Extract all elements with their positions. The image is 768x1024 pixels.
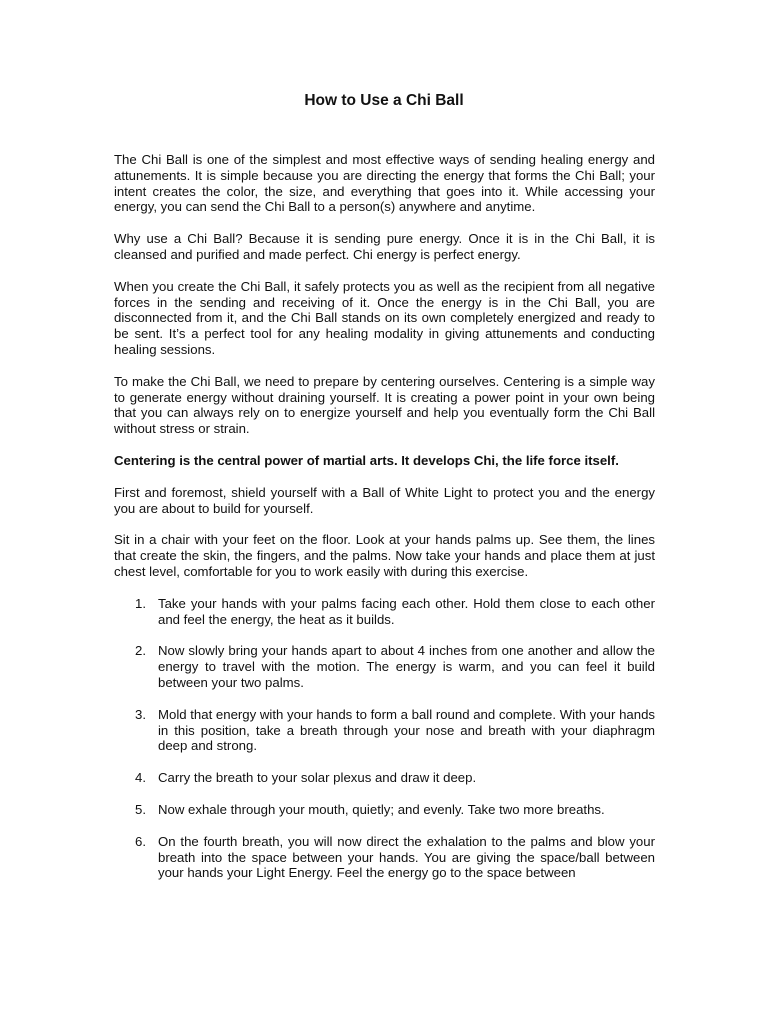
paragraph-centering: To make the Chi Ball, we need to prepare by centering ourselves. Centering is a simple way to generate energy without draining yourself. It is creating a power point in your own being that you can always rely on to energize yourself and help you eventually form the Chi Ball without stress or strain.	[114, 373, 655, 437]
step-number: 3.	[135, 706, 146, 722]
step-number: 1.	[135, 595, 146, 611]
step-text: Now exhale through your mouth, quietly; and evenly. Take two more breaths.	[158, 801, 605, 817]
paragraph-why-use: Why use a Chi Ball? Because it is sending pure energy. Once it is in the Chi Ball, it is cleansed and purified and made perfect. Chi energy is perfect energy.	[114, 231, 655, 262]
list-item	[114, 643, 655, 690]
step-number: 5.	[135, 801, 146, 817]
paragraph-shield: First and foremost, shield yourself with a Ball of White Light to protect you and the energy you are about to build for yourself.	[114, 484, 655, 516]
step-text: Mold that energy with your hands to form a ball round and complete. With your hands in this position, take a breath through your nose and breath with your diaphragm deep and strong.	[158, 706, 655, 754]
step-text: Take your hands with your palms facing each other. Hold them close to each other and feel the energy, the heat as it builds.	[158, 595, 655, 627]
paragraph-martial-arts: Centering is the central power of martial arts. It develops Chi, the life force itself.	[114, 452, 619, 468]
steps-list	[114, 596, 655, 881]
document-body	[114, 152, 655, 881]
paragraph-intro: The Chi Ball is one of the simplest and most effective ways of sending healing energy and attunements. It is simple because you are directing the energy that forms the Chi Ball; your intent creates the color, the size, and everything that goes into it. While accessing your energy, you can send the Chi Ball to a person(s) anywhere and anytime.	[114, 152, 655, 215]
document-title: How to Use a Chi Ball	[304, 92, 464, 109]
list-item	[114, 770, 655, 786]
list-item	[114, 707, 655, 754]
paragraph-sit: Sit in a chair with your feet on the floor. Look at your hands palms up. See them, the lines that create the skin, the fingers, and the palms. Now take your hands and place them at just chest level, comfortable for you to work easily with during this exercise.	[114, 532, 655, 579]
step-number: 2.	[135, 643, 146, 659]
list-item	[114, 834, 655, 881]
paragraph-protection: When you create the Chi Ball, it safely protects you as well as the recipient from all negative forces in the sending and receiving of it. Once the energy is in the Chi Ball, you are disconnected from it, and the Chi Ball stands on its own completely energized and ready to be sent. It’s a perfect tool for any healing modality in giving attunements and conducting healing sessions.	[114, 278, 655, 357]
step-text: Carry the breath to your solar plexus and draw it deep.	[158, 770, 477, 786]
step-text: Now slowly bring your hands apart to about 4 inches from one another and allow the energy to travel with the motion. The energy is warm, and you can feel it build between your two palms.	[158, 643, 655, 690]
list-item	[114, 802, 655, 818]
list-item	[114, 596, 655, 628]
step-text: On the fourth breath, you will now direct the exhalation to the palms and blow your breath into the space between your hands. You are giving the space/ball between your hands your Light Energy. Feel the energy go to the space between	[158, 833, 655, 881]
step-number: 4.	[135, 770, 146, 786]
step-number: 6.	[135, 833, 146, 849]
